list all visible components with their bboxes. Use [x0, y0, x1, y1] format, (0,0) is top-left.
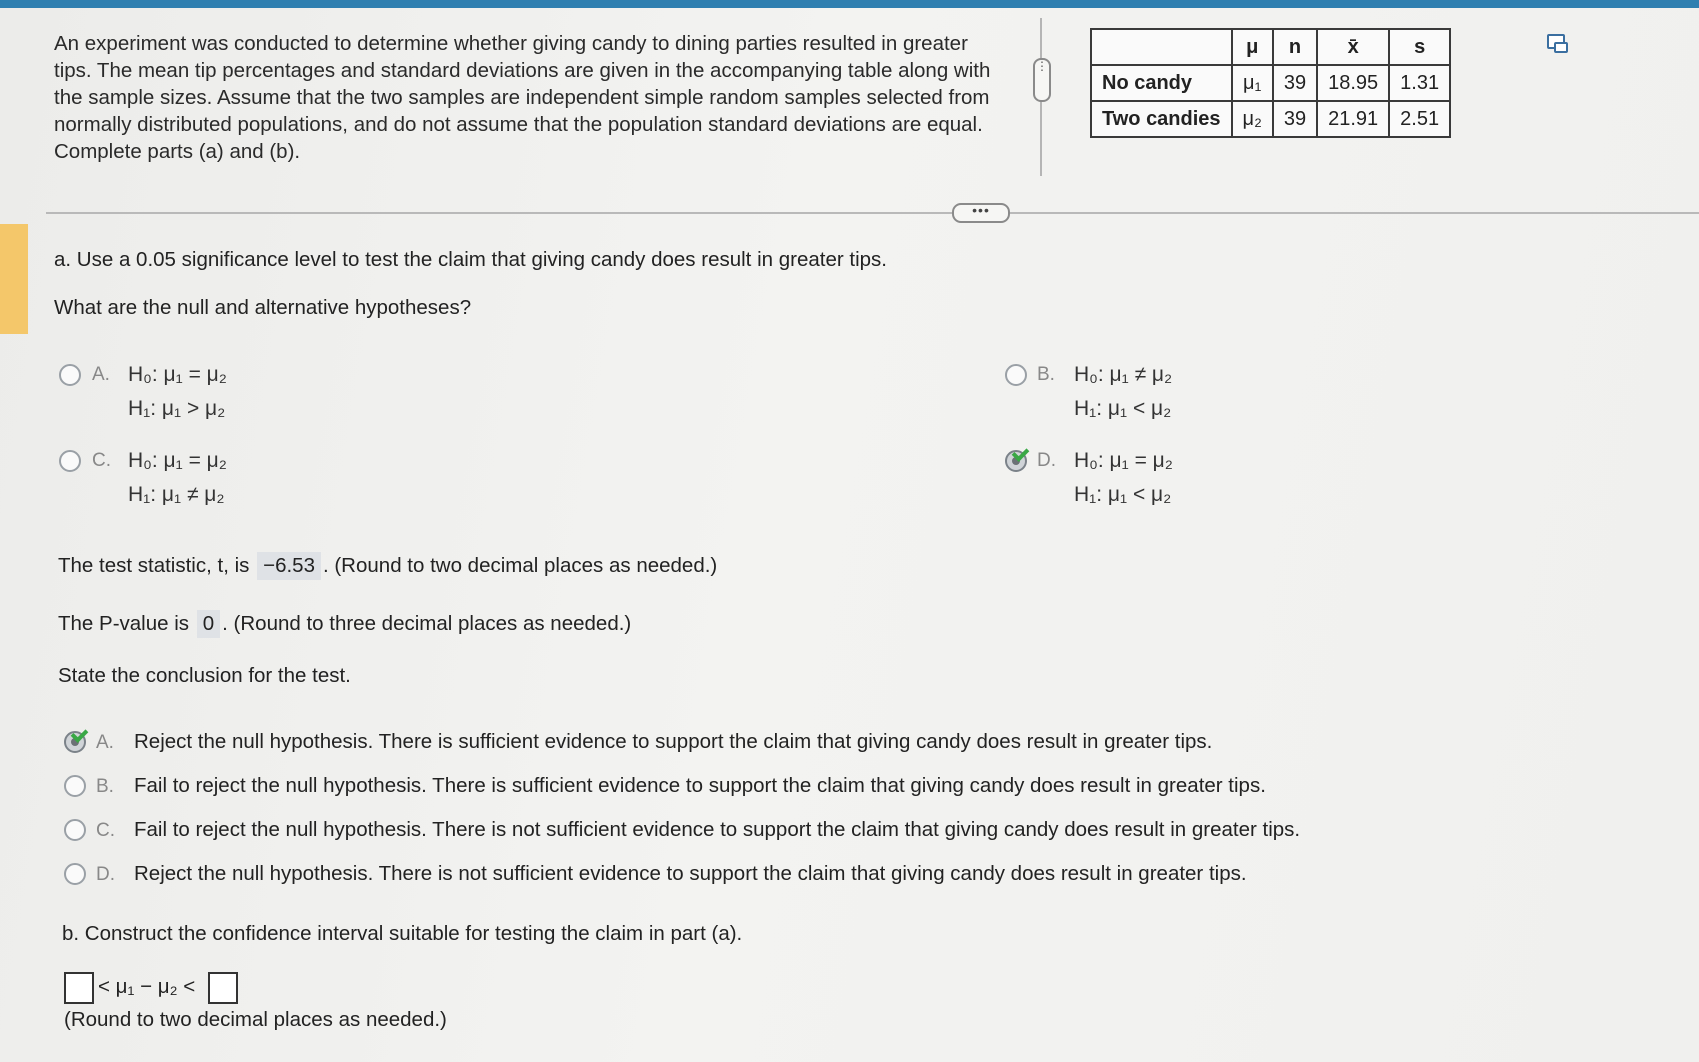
hypotheses-prompt: What are the null and alternative hypotheses?: [54, 296, 472, 319]
table-row: [1091, 65, 1450, 101]
option-a-hypotheses[interactable]: [128, 358, 227, 426]
alt-hypothesis: H₁: μ₁ < μ₂: [1074, 397, 1172, 420]
null-hypothesis: H₀: μ₁ ≠ μ₂: [1074, 363, 1173, 386]
option-letter: C.: [92, 450, 111, 471]
test-statistic-line: [58, 552, 717, 580]
table-header: s: [1389, 29, 1450, 65]
option-letter: B.: [1037, 364, 1055, 385]
conclusion-option-a[interactable]: [96, 730, 1212, 754]
option-letter: D.: [96, 864, 115, 885]
test-statistic-suffix: . (Round to two decimal places as needed.): [322, 554, 718, 577]
part-b-note: (Round to two decimal places as needed.): [64, 1008, 447, 1031]
pvalue-line: [58, 610, 631, 638]
table-cell: Two candies: [1091, 101, 1232, 137]
table-cell: μ₁: [1232, 65, 1273, 101]
option-letter: D.: [1037, 450, 1056, 471]
ci-middle-text: < μ₁ − μ₂ <: [98, 975, 196, 998]
table-row: [1091, 101, 1450, 137]
part-a-question: a. Use a 0.05 significance level to test the claim that giving candy does result in greater tips.: [54, 248, 887, 271]
option-d-hypotheses[interactable]: [1074, 444, 1173, 512]
radio-conclusion-b[interactable]: [64, 775, 86, 797]
null-hypothesis: H₀: μ₁ = μ₂: [1074, 449, 1173, 472]
conclusion-option-c[interactable]: [96, 818, 1300, 842]
conclusion-text: Fail to reject the null hypothesis. There is not sufficient evidence to support the claim that giving candy does result in greater tips.: [134, 818, 1301, 841]
table-header-row: [1091, 29, 1450, 65]
null-hypothesis: H₀: μ₁ = μ₂: [128, 449, 227, 472]
table-cell: No candy: [1091, 65, 1232, 101]
radio-conclusion-c[interactable]: [64, 819, 86, 841]
table-cell: 39: [1273, 101, 1317, 137]
radio-option-b[interactable]: [1005, 364, 1027, 386]
option-letter: C.: [96, 820, 115, 841]
option-b-hypotheses[interactable]: [1074, 358, 1172, 426]
conclusion-text: Reject the null hypothesis. There is not sufficient evidence to support the claim that giving candy does result in greater tips.: [134, 862, 1247, 885]
alt-hypothesis: H₁: μ₁ > μ₂: [128, 397, 226, 420]
table-header: [1091, 29, 1232, 65]
option-letter: A.: [92, 364, 110, 385]
table-header: μ: [1232, 29, 1273, 65]
conclusion-text: Reject the null hypothesis. There is sufficient evidence to support the claim that giving candy does result in greater tips.: [134, 730, 1213, 753]
pvalue-answer[interactable]: 0: [197, 610, 220, 638]
test-statistic-prefix: The test statistic, t, is: [58, 554, 250, 577]
question-intro: An experiment was conducted to determine whether giving candy to dining parties resulted in greater tips. The mean tip percentages and standard deviations are given in the accompanying table along with the sample sizes. Assume that the two samples are independent simple random samples selected from normally distributed populations, and do not assume that the population standard deviations are equal. Complete parts (a) and (b).: [54, 32, 991, 163]
table-cell: 21.91: [1317, 101, 1389, 137]
ci-upper-input[interactable]: [208, 972, 238, 1004]
conclusion-option-d[interactable]: [96, 862, 1247, 886]
table-cell: 1.31: [1389, 65, 1450, 101]
option-c-hypotheses[interactable]: [128, 444, 227, 512]
data-table: [1090, 28, 1451, 138]
option-letter: A.: [96, 732, 114, 753]
option-letter: B.: [96, 776, 114, 797]
null-hypothesis: H₀: μ₁ = μ₂: [128, 363, 227, 386]
top-accent-bar: [0, 0, 1699, 8]
question-page: [0, 8, 1699, 1062]
pvalue-suffix: . (Round to three decimal places as needed.): [222, 612, 632, 635]
radio-option-c[interactable]: [59, 450, 81, 472]
table-cell: 2.51: [1389, 101, 1450, 137]
alt-hypothesis: H₁: μ₁ ≠ μ₂: [128, 483, 225, 506]
table-cell: μ₂: [1232, 101, 1273, 137]
horizontal-divider[interactable]: [46, 212, 1699, 214]
table-cell: 39: [1273, 65, 1317, 101]
alt-hypothesis: H₁: μ₁ < μ₂: [1074, 483, 1172, 506]
table-cell: 18.95: [1317, 65, 1389, 101]
radio-option-a[interactable]: [59, 364, 81, 386]
pvalue-prefix: The P-value is: [58, 612, 190, 635]
conclusion-option-b[interactable]: [96, 774, 1266, 798]
test-statistic-answer[interactable]: −6.53: [257, 552, 321, 580]
conclusion-prompt: State the conclusion for the test.: [58, 664, 351, 687]
table-header: n: [1273, 29, 1317, 65]
conclusion-text: Fail to reject the null hypothesis. There is sufficient evidence to support the claim that giving candy does result in greater tips.: [134, 774, 1266, 797]
ci-lower-input[interactable]: [64, 972, 94, 1004]
vertical-divider-handle[interactable]: ⋮: [1033, 58, 1051, 102]
horizontal-divider-handle[interactable]: •••: [952, 203, 1010, 223]
part-b-question: b. Construct the confidence interval suitable for testing the claim in part (a).: [62, 922, 743, 945]
copy-table-icon[interactable]: [1547, 34, 1565, 49]
current-part-marker: [0, 224, 28, 334]
table-header: x̄: [1317, 29, 1389, 65]
radio-conclusion-d[interactable]: [64, 863, 86, 885]
